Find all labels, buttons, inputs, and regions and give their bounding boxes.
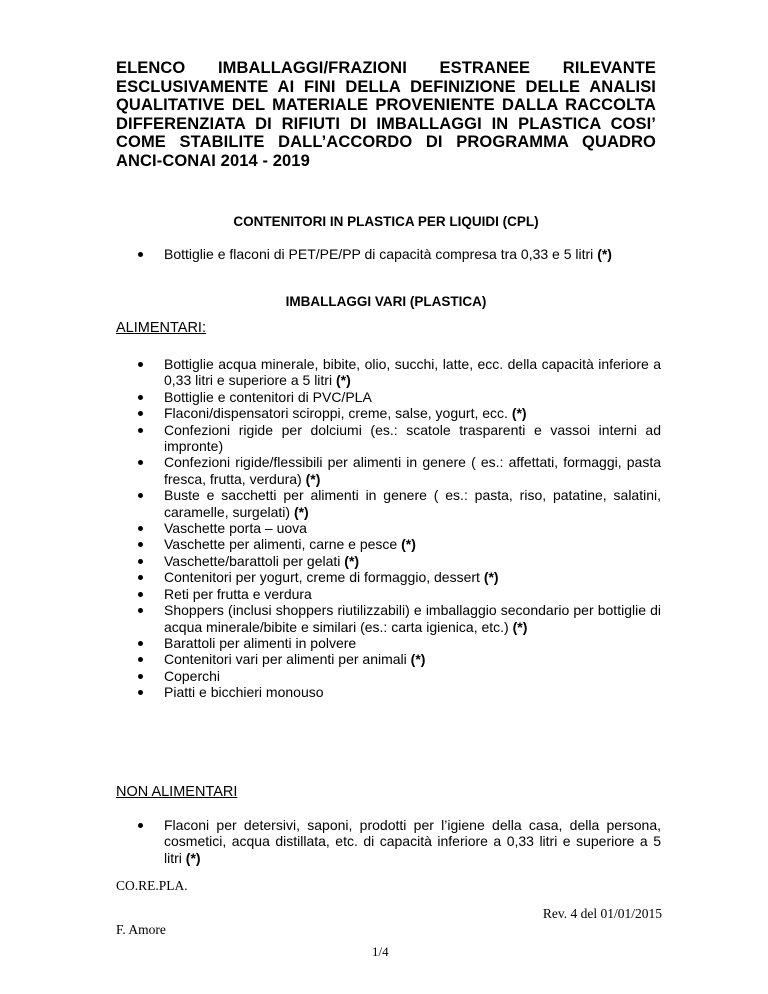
bullet-icon: [138, 395, 143, 400]
bullet-icon: [138, 674, 143, 679]
bullet-icon: [138, 575, 143, 580]
item-text: Flaconi/dispensatori sciroppi, creme, salse, yogurt, ecc.: [164, 405, 512, 422]
list-item: [116, 356, 661, 389]
subheading-non-alimentari: NON ALIMENTARI: [116, 784, 238, 800]
item-asterisk-note: (*): [410, 651, 426, 668]
item-text: Piatti e bicchieri monouso: [164, 684, 324, 701]
list-item: [116, 389, 661, 405]
item-text: Contenitori vari per alimenti per animali: [164, 651, 411, 668]
item-asterisk-note: (*): [335, 372, 351, 389]
list-item: [116, 635, 661, 651]
bullet-icon: [138, 493, 143, 498]
bullet-icon: [138, 428, 143, 433]
item-text: Bottiglie acqua minerale, bibite, olio, succhi, latte, ecc. della capacità inferiore a 0,33 litri e superiore a 5 litri: [164, 356, 661, 389]
non-alimentari-list: [116, 817, 661, 866]
bullet-icon: [138, 411, 143, 416]
section-heading-cpl: CONTENITORI IN PLASTICA PER LIQUIDI (CPL): [233, 214, 539, 229]
bullet-icon: [138, 823, 143, 828]
list-item: [116, 668, 661, 684]
list-item: [116, 405, 661, 421]
item-asterisk-note: (*): [401, 536, 416, 553]
list-item: [116, 536, 661, 552]
item-text: Flaconi per detersivi, saponi, prodotti per l’igiene della casa, della persona, cosmetici, acqua distillata, etc. di capacità inferiore a 0,33 litri e superiore a 5 litri: [164, 817, 661, 866]
cpl-list: [116, 246, 661, 262]
footer-revision: Rev. 4 del 01/01/2015: [542, 906, 662, 921]
list-item: [116, 651, 661, 667]
footer-company: CO.RE.PLA.: [116, 878, 188, 893]
item-text: Barattoli per alimenti in polvere: [164, 634, 357, 651]
alimentari-list: [116, 356, 661, 701]
bullet-icon: [138, 252, 143, 257]
item-text: Vaschette per alimenti, carne e pesce: [164, 536, 402, 553]
subheading-alimentari: ALIMENTARI:: [116, 320, 206, 336]
item-text: Vaschette porta – uova: [164, 520, 307, 537]
bullet-icon: [138, 690, 143, 695]
section-heading-imballaggi-vari: IMBALLAGGI VARI (PLASTICA): [285, 294, 487, 309]
bullet-icon: [138, 559, 143, 564]
bullet-icon: [138, 460, 143, 465]
item-asterisk-note: (*): [293, 503, 309, 520]
item-asterisk-note: (*): [483, 569, 499, 586]
list-item: [116, 553, 661, 569]
list-item: [116, 246, 661, 262]
item-text: Coperchi: [164, 667, 221, 684]
item-text: Shoppers (inclusi shoppers riutilizzabili) e imballaggio secondario per bottiglie di acqua minerale/bibite e similari (es.: carta igienica, etc.): [164, 602, 661, 635]
item-text: Bottiglie e flaconi di PET/PE/PP di capacità compresa tra 0,33 e 5 litri: [164, 246, 598, 262]
item-text: Contenitori per yogurt, creme di formaggio, dessert: [164, 569, 484, 586]
footer-author: F. Amore: [116, 922, 166, 937]
bullet-icon: [138, 542, 143, 547]
list-item: [116, 684, 661, 700]
list-item: [116, 520, 661, 536]
bullet-icon: [138, 526, 143, 531]
list-item: [116, 454, 661, 487]
list-item: [116, 569, 661, 585]
item-text: Confezioni rigide/flessibili per alimenti in genere ( es.: affettati, formaggi, pasta fresca, frutta, verdura): [164, 454, 661, 487]
list-item: [116, 602, 661, 635]
item-asterisk-note: (*): [512, 618, 528, 635]
item-asterisk-note: (*): [597, 246, 612, 262]
bullet-icon: [138, 608, 143, 613]
bullet-icon: [138, 657, 143, 662]
list-item: [116, 817, 661, 866]
item-text: Buste e sacchetti per alimenti in genere ( es.: pasta, riso, patatine, salatini, caramelle, surgelati): [164, 487, 661, 520]
item-text: Reti per frutta e verdura: [164, 585, 312, 602]
bullet-icon: [138, 592, 143, 597]
page-number: 1/4: [372, 944, 389, 959]
document-title: ELENCO IMBALLAGGI/FRAZIONI ESTRANEE RILEVANTE ESCLUSIVAMENTE AI FINI DELLA DEFINIZIONE DELLE ANALISI QUALITATIVE DEL MATERIALE PROVENIENTE DALLA RACCOLTA DIFFERENZIATA DI RIFIUTI DI IMBALLAGGI IN PLASTICA COSI’ COME STABILITE DALL’ACCORDO DI PROGRAMMA QUADRO ANCI-CONAI 2014 - 2019: [116, 59, 656, 170]
list-item: [116, 586, 661, 602]
bullet-icon: [138, 362, 143, 367]
list-item: [116, 487, 661, 520]
item-text: Vaschette/barattoli per gelati: [164, 552, 345, 569]
item-text: Confezioni rigide per dolciumi (es.: scatole trasparenti e vassoi interni ad impronte): [164, 421, 661, 455]
item-text: Bottiglie e contenitori di PVC/PLA: [164, 388, 372, 405]
item-asterisk-note: (*): [305, 470, 321, 487]
item-asterisk-note: (*): [185, 849, 201, 866]
item-asterisk-note: (*): [511, 405, 527, 422]
item-asterisk-note: (*): [344, 552, 360, 569]
bullet-icon: [138, 641, 143, 646]
list-item: [116, 422, 661, 455]
